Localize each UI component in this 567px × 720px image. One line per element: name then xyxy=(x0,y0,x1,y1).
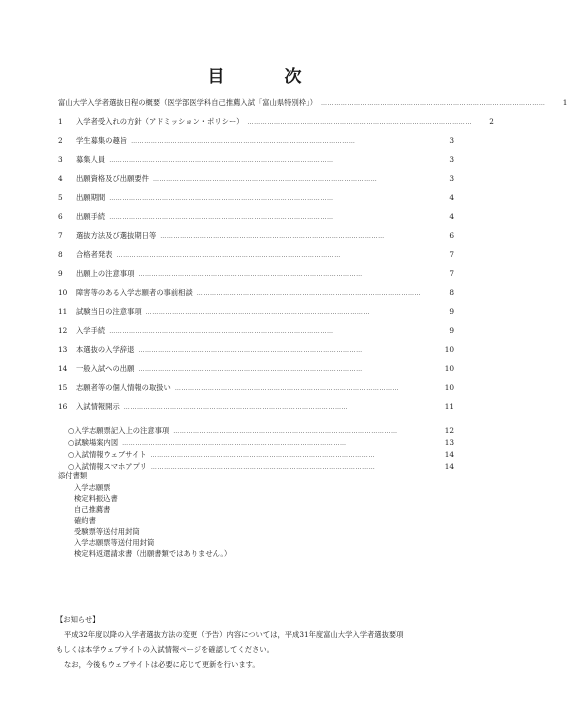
toc-number: 13 xyxy=(58,345,68,354)
toc-row xyxy=(58,115,494,128)
toc-number: 16 xyxy=(58,402,68,411)
toc-row xyxy=(58,134,454,147)
leader-dots: ………………………………………………………………………………………… xyxy=(131,138,356,145)
toc-label: 試験当日の注意事項 xyxy=(76,307,142,316)
leader-dots: ………………………………………………………………………………………… xyxy=(145,309,371,316)
toc-page-number: 2 xyxy=(489,117,494,126)
page-title xyxy=(0,62,509,87)
toc-number: 10 xyxy=(58,288,68,297)
leader-dots: ………………………………………………………………………………………… xyxy=(150,464,376,471)
toc-label: 入学者受入れの方針（アドミッション・ポリシー） xyxy=(76,117,244,126)
toc-page-number: 9 xyxy=(449,326,454,335)
leader-dots: ………………………………………………………………………………………… xyxy=(150,452,375,459)
attachment-item: 入学志願票 xyxy=(74,483,111,492)
toc-label: 選抜方法及び選抜期日等 xyxy=(76,231,157,240)
toc-page-number: 10 xyxy=(444,345,454,354)
toc-number: 11 xyxy=(58,307,68,316)
toc-row xyxy=(58,381,454,394)
attachment-item: 受験票等送付用封筒 xyxy=(74,527,140,536)
toc-page-number: 14 xyxy=(444,462,454,471)
toc-number: 7 xyxy=(58,231,63,240)
toc-number: 4 xyxy=(58,174,63,183)
toc-row xyxy=(58,191,454,204)
leader-dots: ………………………………………………………………………………………… xyxy=(321,100,546,107)
attachment-item: 検定料返還請求書（出願書類ではありません。） xyxy=(74,549,232,558)
toc-label: 一般入試への出願 xyxy=(76,364,135,373)
leader-dots: ………………………………………………………………………………………… xyxy=(173,428,398,435)
toc-row xyxy=(58,248,454,261)
toc-number: 9 xyxy=(58,269,63,278)
toc-row xyxy=(58,153,454,166)
notice-text: なお，今後もウェブサイトは必要に応じて更新を行います。 xyxy=(64,660,260,669)
toc-label: 障害等のある入学志願者の事前相談 xyxy=(76,288,193,297)
leader-dots: ………………………………………………………………………………………… xyxy=(109,214,334,221)
toc-number: 6 xyxy=(58,212,63,221)
toc-number: 2 xyxy=(58,136,63,145)
leader-dots: ………………………………………………………………………………………… xyxy=(138,347,363,354)
toc-number: 8 xyxy=(58,250,63,259)
toc-label: 学生募集の趣旨 xyxy=(76,136,128,145)
attachment-item: 自己推薦書 xyxy=(74,505,111,514)
toc-page-number: 3 xyxy=(449,155,454,164)
toc-page-number: 10 xyxy=(444,383,454,392)
toc-page-number: 8 xyxy=(449,288,454,297)
toc-page-number: 3 xyxy=(449,174,454,183)
toc-label: ○入試情報ウェブサイト xyxy=(68,450,147,459)
leader-dots: ………………………………………………………………………………………… xyxy=(122,440,347,447)
attachments-list xyxy=(58,470,231,559)
toc-label: 本選抜の入学辞退 xyxy=(76,345,135,354)
toc-page-number: 6 xyxy=(449,231,454,240)
notice-text: もしくは本学ウェブサイトの入試情報ページを確認してください。 xyxy=(56,645,274,654)
toc-page-number: 9 xyxy=(449,307,454,316)
toc-page-number: 12 xyxy=(444,426,454,435)
toc-page-number: 3 xyxy=(449,136,454,145)
toc-page-number: 4 xyxy=(449,193,454,202)
notice-text: 平成32年度以降の入学者選抜方法の変更（予告）内容については，平成31年度富山大学入学者選抜要項 xyxy=(64,630,404,639)
toc-label: 合格者発表 xyxy=(76,250,113,259)
toc-row xyxy=(58,172,454,185)
toc-page-number: 1 xyxy=(562,98,567,107)
toc-number: 5 xyxy=(58,193,63,202)
toc-label: 入学手続 xyxy=(76,326,106,335)
toc-label: ○入学志願票記入上の注意事項 xyxy=(68,426,170,435)
attachments-heading: 添付書類 xyxy=(58,471,88,480)
leader-dots: ………………………………………………………………………………………… xyxy=(247,119,472,126)
leader-dots: ………………………………………………………………………………………… xyxy=(109,195,334,202)
attachment-item: 入学志願票等送付用封筒 xyxy=(74,538,155,547)
notice-section xyxy=(56,612,466,672)
leader-dots: ………………………………………………………………………………………… xyxy=(109,328,334,335)
toc-page-number: 11 xyxy=(444,402,454,411)
toc-row xyxy=(58,286,454,299)
toc-label: 出願資格及び出願要件 xyxy=(76,174,149,183)
title-left-char: 目 xyxy=(207,67,225,87)
toc-page-number: 7 xyxy=(449,269,454,278)
attachment-item: 検定料振込書 xyxy=(74,494,118,503)
toc-label: 富山大学入学者選抜日程の概要（医学部医学科自己推薦入試「富山県特別枠」） xyxy=(58,98,318,107)
toc-number: 12 xyxy=(58,326,68,335)
leader-dots: ………………………………………………………………………………………… xyxy=(116,252,341,259)
leader-dots: ………………………………………………………………………………………… xyxy=(174,385,400,392)
toc-number: 1 xyxy=(58,117,63,126)
toc-number: 3 xyxy=(58,155,63,164)
toc-label: 出願手続 xyxy=(76,212,106,221)
toc-row xyxy=(58,362,454,375)
leader-dots: ………………………………………………………………………………………… xyxy=(109,157,334,164)
notice-heading: 【お知らせ】 xyxy=(56,615,100,624)
toc-label: 入試情報開示 xyxy=(76,402,120,411)
toc-row xyxy=(58,210,454,223)
toc-row xyxy=(58,343,454,356)
toc-page-number: 14 xyxy=(444,450,454,459)
leader-dots: ………………………………………………………………………………………… xyxy=(123,404,349,411)
title-right-char: 次 xyxy=(284,67,302,87)
leader-dots: ………………………………………………………………………………………… xyxy=(196,290,422,297)
toc-page-number: 4 xyxy=(449,212,454,221)
toc-label: 出願期間 xyxy=(76,193,106,202)
toc-row xyxy=(58,267,454,280)
toc-label: ○入試情報スマホアプリ xyxy=(68,462,147,471)
toc-row-intro xyxy=(58,96,567,109)
toc-page-number: 13 xyxy=(444,438,454,447)
leader-dots: ………………………………………………………………………………………… xyxy=(138,271,363,278)
toc-label: 出願上の注意事項 xyxy=(76,269,135,278)
toc-page-number: 7 xyxy=(449,250,454,259)
toc-label: 募集人員 xyxy=(76,155,106,164)
leader-dots: ………………………………………………………………………………………… xyxy=(152,176,378,183)
toc-label: ○試験場案内図 xyxy=(68,438,119,447)
leader-dots: ………………………………………………………………………………………… xyxy=(160,233,385,240)
toc-row xyxy=(58,305,454,318)
attachment-item: 確約書 xyxy=(74,516,96,525)
toc-number: 14 xyxy=(58,364,68,373)
toc-number: 15 xyxy=(58,383,68,392)
toc-row xyxy=(58,324,454,337)
toc-row xyxy=(58,229,454,242)
toc-row xyxy=(58,400,454,413)
toc-page-number: 10 xyxy=(444,364,454,373)
toc-label: 志願者等の個人情報の取扱い xyxy=(76,383,171,392)
leader-dots: ………………………………………………………………………………………… xyxy=(138,366,363,373)
